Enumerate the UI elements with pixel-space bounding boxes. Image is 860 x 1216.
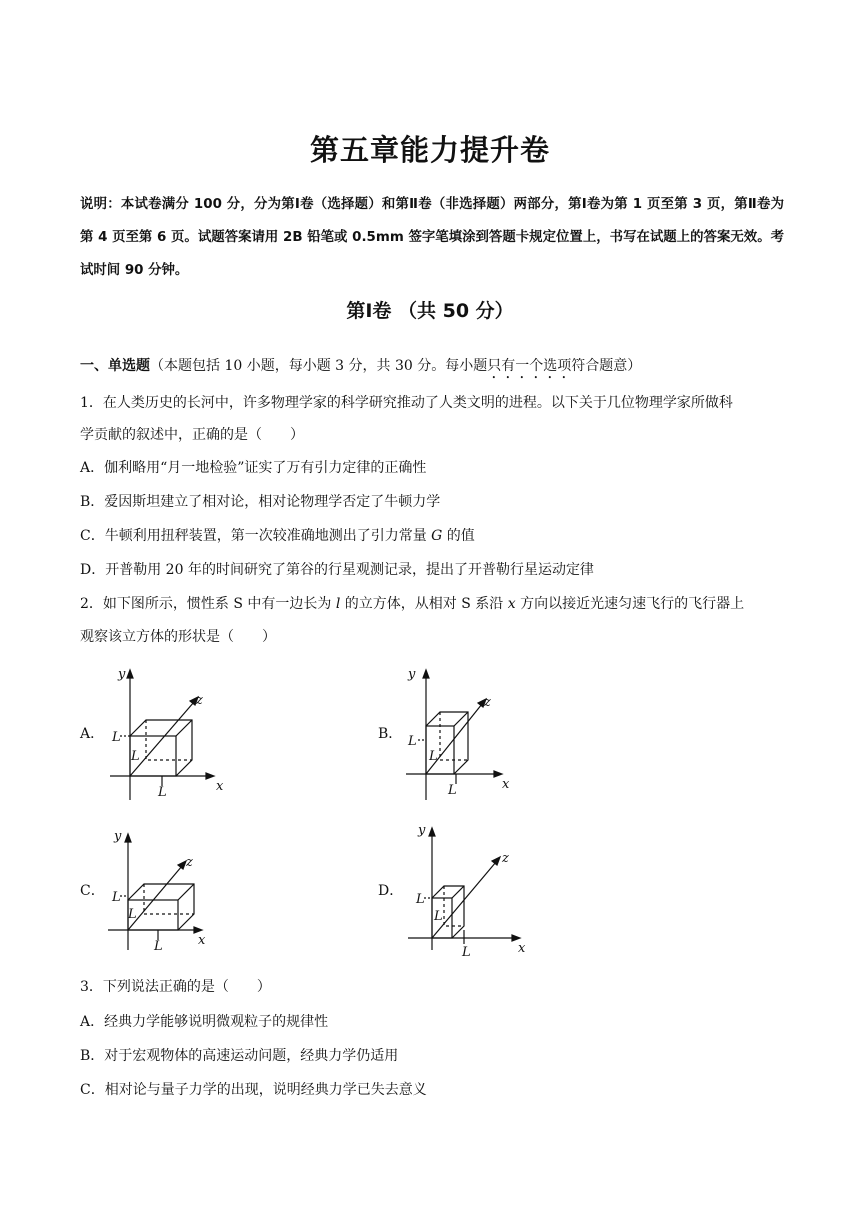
x-axis-label: x — [216, 779, 224, 794]
q2-stem-pre: 2．如下图所示，惯性系 S 中有一边长为 — [80, 596, 336, 612]
q1-stem-line2: 学贡献的叙述中，正确的是（ ） — [80, 427, 304, 443]
part-note-post: 符合题意） — [571, 358, 642, 374]
q1-option-d: D．开普勒用 20 年的时间研究了第谷的行星观测记录，提出了开普勒行星运动定律 — [80, 562, 594, 578]
x-axis-arrow — [494, 771, 502, 777]
part-heading-label: 一、单选题 — [80, 358, 150, 374]
page-title: 第五章能力提升卷 — [309, 133, 550, 167]
q2-figure-a — [100, 660, 230, 800]
q2-stem-mid: 的立方体，从相对 S 系沿 — [340, 596, 508, 612]
l-label-x: L — [158, 785, 167, 800]
q2-stem-line2: 观察该立方体的形状是（ ） — [80, 629, 276, 645]
l-label-z: L — [429, 749, 438, 764]
cube-back-edges — [130, 720, 192, 776]
q1-stem-line1: 1．在人类历史的长河中，许多物理学家的科学研究推动了人类文明的进程。以下关于几位物理学家所做科 — [80, 395, 733, 411]
box-back-edges — [426, 712, 468, 774]
q2-figure-c — [100, 822, 230, 962]
box-top-edge — [178, 884, 194, 900]
z-axis-label: z — [186, 855, 193, 870]
part-heading — [80, 356, 790, 382]
x-axis-label: x — [518, 941, 526, 956]
instructions-text: 说明：本试卷满分 100 分，分为第Ⅰ卷（选择题）和第Ⅱ卷（非选择题）两部分，第Ⅰ卷为第 1 页至第 3 页，第Ⅱ卷为第 4 页至第 6 页。试题答案请用 2B 铅笔或 0.5mm 签字笔填涂到答题卡规定位置上，书写在试题上的答案无效。考试时间 90 分钟。 — [80, 197, 784, 278]
q2-stem-var-x: x — [507, 596, 516, 612]
y-axis-arrow — [125, 834, 131, 842]
x-axis-label: x — [198, 933, 206, 948]
l-label-y: L — [408, 734, 417, 749]
y-axis-arrow — [423, 670, 429, 678]
x-axis-arrow — [206, 773, 214, 779]
y-axis-label: y — [114, 829, 122, 844]
q2-option-c-label: C． — [80, 883, 105, 899]
z-axis-line — [130, 702, 194, 776]
l-label-y: L — [112, 890, 121, 905]
l-label-x: L — [448, 783, 457, 798]
l-label-x: L — [462, 945, 471, 960]
y-axis-label: y — [418, 823, 426, 838]
l-label-x: L — [154, 939, 163, 954]
x-axis-label: x — [502, 777, 510, 792]
l-label-y: L — [112, 730, 121, 745]
z-axis-arrow — [178, 861, 186, 869]
z-axis-label: z — [502, 851, 509, 866]
section-title: 第Ⅰ卷 （共 50 分） — [346, 300, 514, 322]
part-note-pre: （本题包括 10 小题，每小题 3 分，共 30 分。每小题 — [150, 358, 488, 374]
q2-stem-line1 — [80, 594, 790, 614]
cube-hidden-edges — [146, 720, 192, 760]
z-axis-arrow — [492, 857, 500, 865]
q2-option-b-label: B． — [378, 726, 403, 742]
y-axis-label: y — [118, 667, 126, 682]
l-label-z: L — [131, 749, 140, 764]
box-hidden-edges — [144, 884, 194, 914]
l-label-z: L — [434, 909, 443, 924]
part-note-emphasis: 只有一个选项 — [487, 358, 572, 374]
q1-option-c-var: G — [431, 528, 443, 544]
q1-option-c-post: 的值 — [442, 528, 475, 544]
box-top-edge — [452, 886, 464, 898]
q2-stem-var-l: l — [335, 596, 341, 612]
q1-option-a: A．伽利略用“月一地检验”证实了万有引力定律的正确性 — [80, 460, 427, 476]
q3-option-c: C．相对论与量子力学的出现，说明经典力学已失去意义 — [80, 1082, 427, 1098]
q2-option-d-label: D． — [378, 883, 404, 899]
l-label-y: L — [416, 892, 425, 907]
q2-option-a-label: A． — [80, 726, 105, 742]
y-axis-arrow — [127, 670, 133, 678]
y-axis-arrow — [429, 828, 435, 836]
cube-top-edge — [176, 720, 192, 736]
q1-option-c — [80, 526, 790, 546]
q3-option-a: A．经典力学能够说明微观粒子的规律性 — [80, 1014, 329, 1030]
l-label-z: L — [128, 907, 137, 922]
y-axis-label: y — [408, 667, 416, 682]
z-axis-label: z — [196, 693, 203, 708]
q2-figure-d — [400, 818, 530, 958]
q2-stem-post: 方向以接近光速匀速飞行的飞行器上 — [515, 596, 745, 612]
q2-figure-b — [398, 660, 528, 800]
q3-option-b: B．对于宏观物体的高速运动问题，经典力学仍适用 — [80, 1048, 399, 1064]
z-axis-label: z — [484, 695, 491, 710]
q3-stem: 3．下列说法正确的是（ ） — [80, 979, 271, 995]
q1-option-c-pre: C．牛顿利用扭秤装置，第一次较准确地测出了引力常量 — [80, 528, 432, 544]
q1-option-b: B．爱因斯坦建立了相对论，相对论物理学否定了牛顿力学 — [80, 494, 441, 510]
